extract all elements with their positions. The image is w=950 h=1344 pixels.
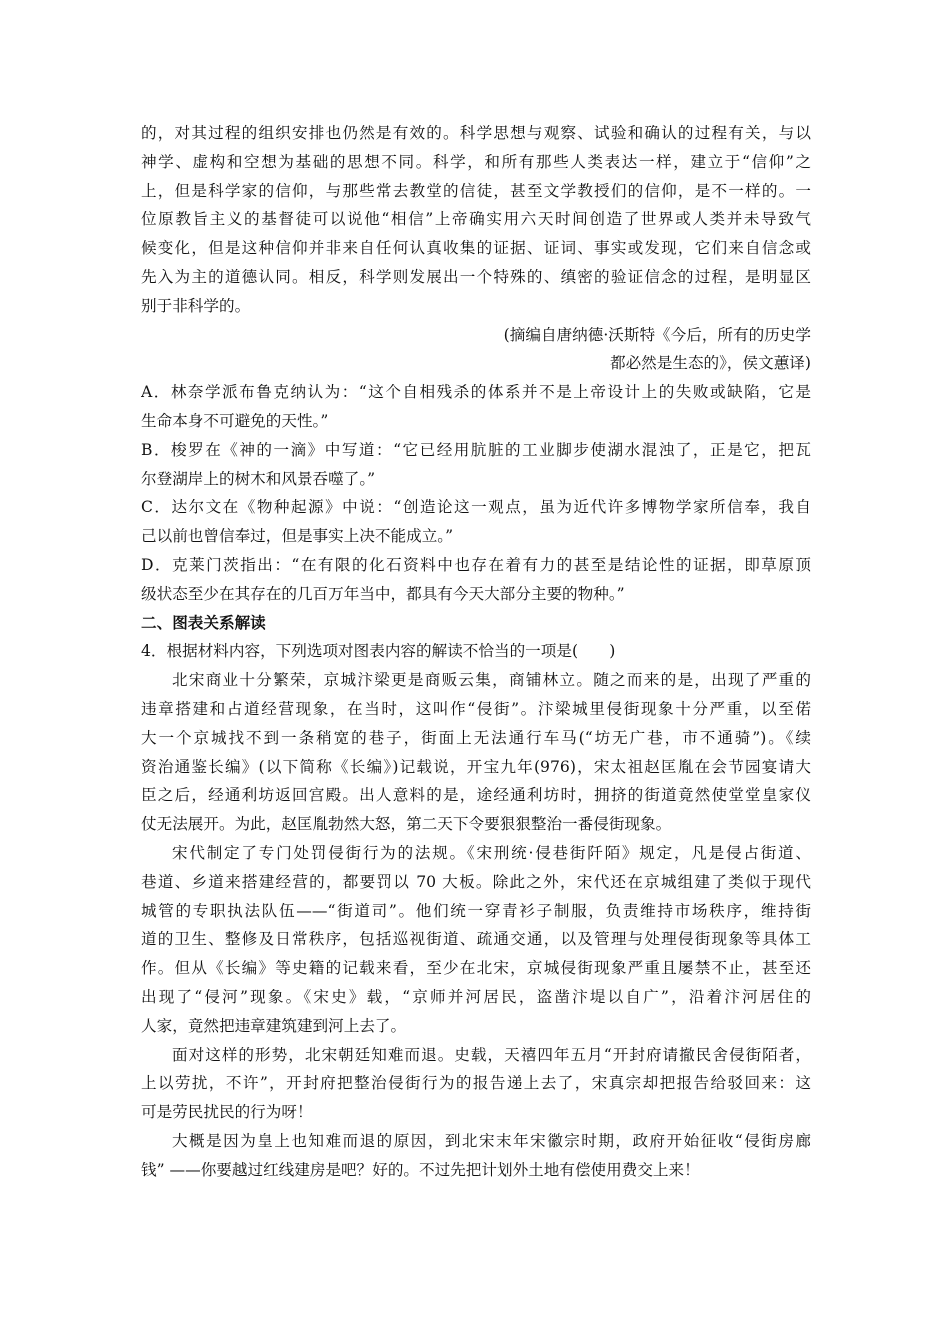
option-d-line-1: D．克莱门茨指出：“在有限的化石资料中也存在着有力的甚至是结论性的证据，即草原顶 xyxy=(141,555,811,574)
passage-1-line: 候变化，但是这种信仰并非来自任何认真收集的证据、证词、事实或发现，它们来自信念或 xyxy=(141,239,811,258)
passage-1-line: 上，但是科学家的信仰，与那些常去教堂的信徒，甚至文学教授们的信仰，是不一样的。一 xyxy=(141,181,811,200)
option-a-line-2: 生命本身不可避免的天性。” xyxy=(141,411,329,430)
passage-2-line: 臣之后，经通利坊返回宫殿。出人意料的是，途经通利坊时，拥挤的街道竟然使堂堂皇家仪 xyxy=(141,786,811,805)
passage-1-line: 别于非科学的。 xyxy=(141,296,251,315)
option-b-line-1: B．梭罗在《神的一滴》中写道：“它已经用肮脏的工业脚步使湖水混浊了，正是它，把瓦 xyxy=(141,440,811,459)
option-d-line-2: 级状态至少在其存在的几百万年当中，都具有今天大部分主要的物种。” xyxy=(141,584,625,603)
passage-2-line: 出现了“侵河”现象。《宋史》载，“京师并河居民，盗凿汴堤以自广”，沿着汴河居住的 xyxy=(141,987,811,1006)
passage-2-line: 钱” ——你要越过红线建房是吧？好的。不过先把计划外土地有偿使用费交上来！ xyxy=(141,1160,700,1179)
passage-2 xyxy=(141,666,811,1184)
passage-2-line: 道的卫生、整修及日常秩序，包括巡视街道、疏通交通，以及管理与处理侵街现象等具体工 xyxy=(141,930,811,949)
passage-2-line: 城管的专职执法队伍——“街道司”。他们统一穿青衫子制服，负责维持市场秩序，维持街 xyxy=(141,901,811,920)
passage-1-line: 先入为主的道德认同。相反，科学则发展出一个特殊的、缜密的验证信念的过程，是明显区 xyxy=(141,267,811,286)
source-citation-line-1: (摘编自唐纳德·沃斯特《今后，所有的历史学 xyxy=(503,325,811,344)
option-b-line-2: 尔登湖岸上的树木和风景吞噬了。” xyxy=(141,469,376,488)
passage-1 xyxy=(141,119,811,378)
passage-2-line: 宋代制定了专门处罚侵街行为的法规。《宋刑统·侵巷街阡陌》规定，凡是侵占街道、 xyxy=(172,843,811,862)
passage-2-line: 可是劳民扰民的行为呀！ xyxy=(141,1103,313,1122)
source-citation-line-2: 都必然是生态的》，侯文蕙译) xyxy=(609,354,811,373)
option-c-line-2: 己以前也曾信奉过，但是事实上决不能成立。” xyxy=(141,527,454,546)
passage-2-line: 人家，竟然把违章建筑建到河上去了。 xyxy=(141,1016,407,1035)
answer-options xyxy=(141,378,811,608)
passage-2-line: 北宋商业十分繁荣，京城汴梁更是商贩云集，商铺林立。随之而来的是，出现了严重的 xyxy=(172,671,811,690)
document-page xyxy=(141,119,811,1184)
passage-2-line: 上以劳扰，不许”，开封府把整治侵街行为的报告递上去了，宋真宗却把报告给驳回来：这 xyxy=(141,1074,811,1093)
passage-2-line: 仗无法展开。为此，赵匡胤勃然大怒，第二天下令要狠狠整治一番侵街现象。 xyxy=(141,815,672,834)
passage-2-line: 巷道、乡道来搭建经营的，都要罚以 70 大板。除此之外，宋代还在京城组建了类似于现代 xyxy=(141,872,811,891)
passage-2-line: 资治通鉴长编》(以下简称《长编》)记载说，开宝九年(976)，宋太祖赵匡胤在会节园宴请大 xyxy=(141,757,811,776)
section-heading: 二、图表关系解读 xyxy=(141,612,266,632)
passage-2-line: 大一个京城找不到一条稍宽的巷子，街面上无法通行车马(“坊无广巷，市不通骑”)。《续 xyxy=(141,728,811,747)
passage-2-line: 作。但从《长编》等史籍的记载来看，至少在北宋，京城侵街现象严重且屡禁不止，甚至还 xyxy=(141,959,811,978)
option-a-line-1: A．林奈学派布鲁克纳认为：“这个自相残杀的体系并不是上帝设计上的失败或缺陷，它是 xyxy=(141,383,811,402)
passage-2-line: 违章搭建和占道经营现象，在当时，这叫作“侵街”。汴梁城里侵街现象十分严重，以至偌 xyxy=(141,699,811,718)
passage-2-line: 大概是因为皇上也知难而退的原因，到北宋末年宋徽宗时期，政府开始征收“侵街房廊 xyxy=(172,1131,811,1150)
passage-1-line: 位原教旨主义的基督徒可以说他“相信”上帝确实用六天时间创造了世界或人类并未导致气 xyxy=(141,210,811,229)
option-c-line-1: C．达尔文在《物种起源》中说：“创造论这一观点，虽为近代许多博物学家所信奉，我自 xyxy=(141,498,811,517)
passage-1-line: 的，对其过程的组织安排也仍然是有效的。科学思想与观察、试验和确认的过程有关，与以 xyxy=(141,124,811,142)
question-4: 4．根据材料内容，下列选项对图表内容的解读不恰当的一项是( ) xyxy=(141,642,616,661)
passage-2-line: 面对这样的形势，北宋朝廷知难而退。史载，天禧四年五月“开封府请撤民舍侵街陌者， xyxy=(172,1045,811,1064)
passage-1-line: 神学、虚构和空想为基础的思想不同。科学，和所有那些人类表达一样，建立于“信仰”之 xyxy=(141,152,811,171)
